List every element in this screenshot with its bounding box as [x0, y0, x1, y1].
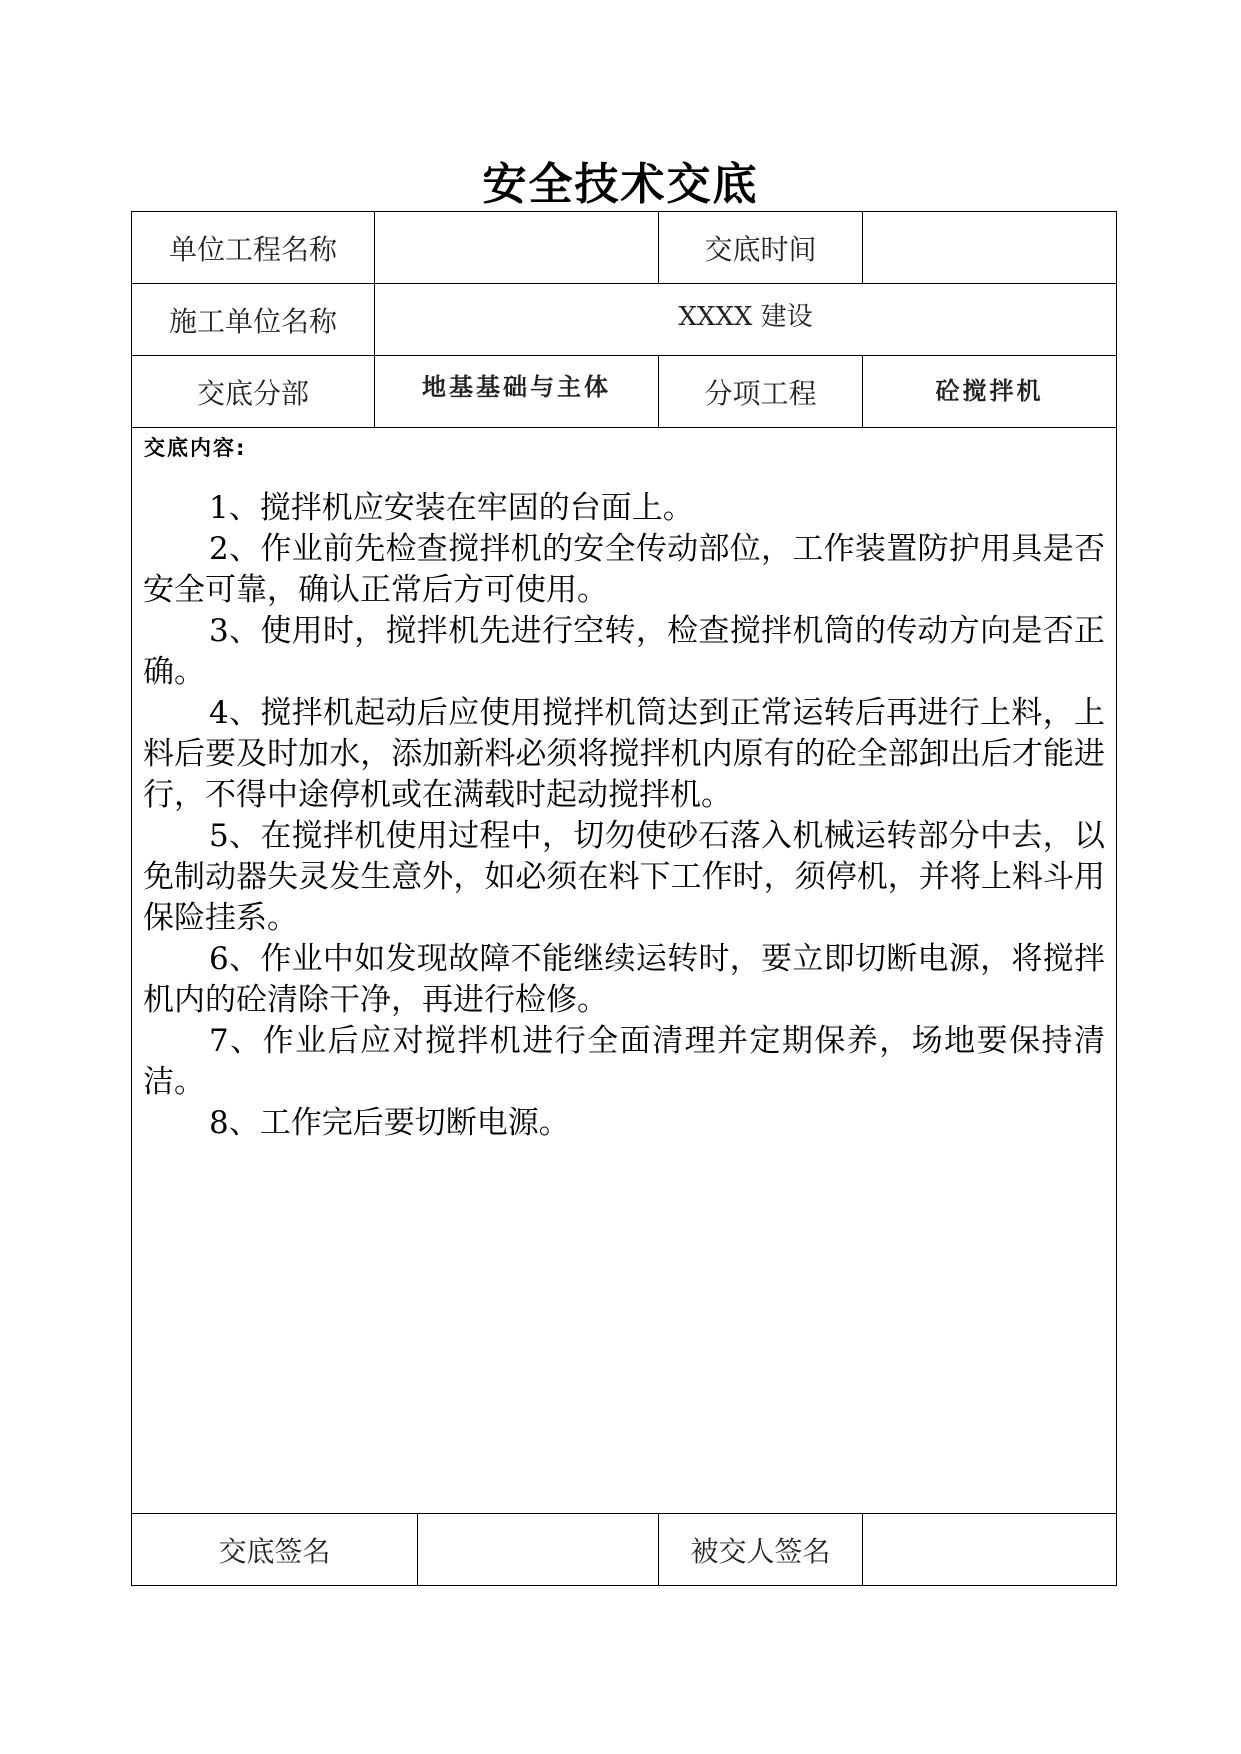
- content-item-3: 3、使用时，搅拌机先进行空转，检查搅拌机筒的传动方向是否正确。: [143, 613, 1105, 690]
- content-item-5: 5、在搅拌机使用过程中，切勿使砂石落入机械运转部分中去，以免制动器失灵发生意外，如必须在料下工作时，须停机，并将上料斗用保险挂系。: [143, 818, 1105, 936]
- disclosure-time-label: 交底时间: [658, 211, 863, 284]
- constructor-label: 施工单位名称: [131, 283, 375, 356]
- discloser-sign-label: 交底签名: [131, 1513, 418, 1586]
- unit-project-label: 单位工程名称: [131, 211, 375, 284]
- content-item-8: 8、工作完后要切断电源。: [209, 1105, 570, 1141]
- subitem-value[interactable]: 砼搅拌机: [862, 355, 1117, 428]
- division-value[interactable]: 地基基础与主体: [374, 355, 659, 428]
- constructor-value[interactable]: XXXX 建设: [374, 283, 1117, 356]
- disclosure-content-box: [131, 427, 1117, 1514]
- content-item-6: 6、作业中如发现故障不能继续运转时，要立即切断电源，将搅拌机内的砼清除干净，再进行检修。: [143, 941, 1105, 1018]
- discloser-sign-field[interactable]: [417, 1513, 659, 1586]
- content-label: 交底内容:: [144, 436, 247, 460]
- unit-project-field[interactable]: [374, 211, 659, 284]
- content-item-4: 4、搅拌机起动后应使用搅拌机筒达到正常运转后再进行上料，上料后要及时加水，添加新料必须将搅拌机内原有的砼全部卸出后才能进行，不得中途停机或在满载时起动搅拌机。: [143, 695, 1105, 813]
- division-label: 交底分部: [131, 355, 375, 428]
- receiver-sign-field[interactable]: [862, 1513, 1117, 1586]
- receiver-sign-label: 被交人签名: [658, 1513, 863, 1586]
- content-item-1: 1、搅拌机应安装在牢固的台面上。: [209, 490, 694, 526]
- content-item-7: 7、作业后应对搅拌机进行全面清理并定期保养，场地要保持清洁。: [143, 1023, 1105, 1100]
- disclosure-time-field[interactable]: [862, 211, 1117, 284]
- content-item-2: 2、作业前先检查搅拌机的安全传动部位，工作装置防护用具是否安全可靠，确认正常后方可使用。: [143, 531, 1105, 608]
- subitem-label: 分项工程: [658, 355, 863, 428]
- document-title: 安全技术交底: [482, 159, 759, 210]
- content-text: [143, 488, 1105, 1144]
